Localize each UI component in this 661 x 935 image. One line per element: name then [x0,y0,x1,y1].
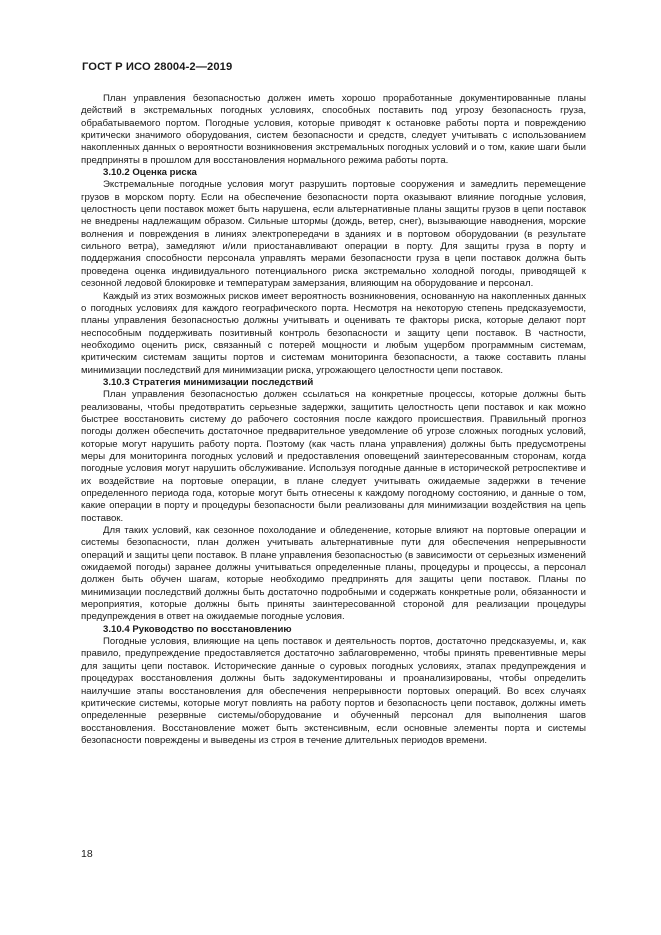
page-number: 18 [81,848,93,860]
section-heading: 3.10.3 Стратегия минимизации последствий [103,376,314,388]
paragraph: План управления безопасностью должен ссылаться на конкретные процессы, которые должны быть реализованы, чтобы предотвратить серьезные задержки, защитить целостность цепи поставок и как можно быстрее восстановить систему до рабочего состояния после каждого происшествия. Правильный прогноз погоды должен обеспечить достаточное предварительное уведомление об угрозе сложных погодных условий, которые могут нарушить работу порта. Поэтому (как часть плана управления) должны быть предусмотрены меры для мониторинга погодных условий и предоставления оповещений заинтересованным сторонам, когда погодные условия могут нарушить обслуживание. Используя погодные данные в исторической ретроспективе и их воздействие на портовые операции, в плане следует учитывать ожидаемые задержки в течение определенного периода года, которые могут быть отнесены к каждому погодному состоянию, и данные о том, какие операции в порту и процедуры безопасности были реализованы для минимизации воздействия на цепь поставок. [81,389,586,524]
section-heading: 3.10.4 Руководство по восстановлению [103,623,292,635]
paragraph: Каждый из этих возможных рисков имеет вероятность возникновения, основанную на накопленных данных о погодных условиях для каждого географического порта. Несмотря на некоторую степень предсказуемости, планы управления безопасностью должны учитывать и оценивать те факторы риска, которые делают порт неспособным поддерживать позитивный контроль безопасности и защиту цепи поставок. В частности, необходимо оценить риск, связанный с потерей мощности и любым ущербом программным системам, критическим системам защиты портов и системам мониторинга безопасности, а также составить планы минимизации последствий для минимизации риска, угрожающего целостности цепи поставок. [81,290,586,376]
section-heading: 3.10.2 Оценка риска [103,167,197,179]
paragraph: План управления безопасностью должен иметь хорошо проработанные документированные планы действий в экстремальных погодных условиях, способных поставить под угрозу безопасность груза, обрабатываемого портом. Погодные условия, которые приводят к остановке работы порта и повреждению критически значимого оборудования, систем безопасности и средств, следует учитывать с использованием накопленных данных о вероятности возникновения экстремальных погодных условий и о том, какие шаги были предприняты в прошлом для восстановления нормального режима работы порта. [81,93,586,166]
paragraph: Для таких условий, как сезонное похолодание и обледенение, которые влияют на портовые операции и системы безопасности, план должен учитывать альтернативные пути для обеспечения непрерывности операций и защиты цепи поставок. В плане управления безопасностью (в зависимости от серьезных изменений ожидаемой погоды) заранее должны учитываться определенные планы, процедуры и процессы, а персонал должен быть обучен шагам, которые необходимо предпринять для защиты цепи поставок. Планы по минимизации последствий должны быть достаточно подробными и содержать конкретные роли, обязанности и мероприятия, которые должны быть приняты заинтересованной стороной для реализации процедуры предупреждения в ответ на ожидаемые погодные условия. [81,525,586,623]
document-header: ГОСТ Р ИСО 28004-2—2019 [82,61,233,73]
paragraph: Погодные условия, влияющие на цепь поставок и деятельность портов, достаточно предсказуемы, и, как правило, предупреждение предоставляется достаточно заблаговременно, чтобы принять превентивные меры для защиты цепи поставок. Исторические данные о суровых погодных условиях, этапах предупреждения и процедурах восстановления должны быть задокументированы и проанализированы, чтобы определить наилучшие этапы восстановления для обеспечения непрерывности портовых операций. Во всех случаях критические системы, которые могут повлиять на работу портов и безопасность цепи поставок, должны иметь определенные резервные системы/оборудование и обученный персонал для выполнения шагов восстановления. Восстановление может быть экстенсивным, если основные элементы порта и системы безопасности повреждены и выведены из строя в течение длительных периодов времени. [81,636,586,746]
paragraph: Экстремальные погодные условия могут разрушить портовые сооружения и замедлить перемещение грузов в морском порту. Если на обеспечение безопасности порта оказывают влияние погодные условия, целостность цепи поставок может быть нарушена, если альтернативные планы защиты грузов в цепи поставок не внедрены надлежащим образом. Сильные штормы (дождь, ветер, снег), вызывающие наводнения, морские волнения и повреждения в линиях электропередачи в зданиях и в портовом оборудовании (в результате сильного ветра), замедляют и/или приостанавливают операции в порту. Для защиты груза в порту и поддержания способности персонала управлять мерами безопасности груза в цепи поставок должна быть проведена оценка индивидуального потенциального риска экстремально холодной погоды, приводящей к сезонной ледовой блокировке и температурам замерзания, влияющим на оборудование и персонал. [81,179,586,290]
document-body [81,93,586,747]
